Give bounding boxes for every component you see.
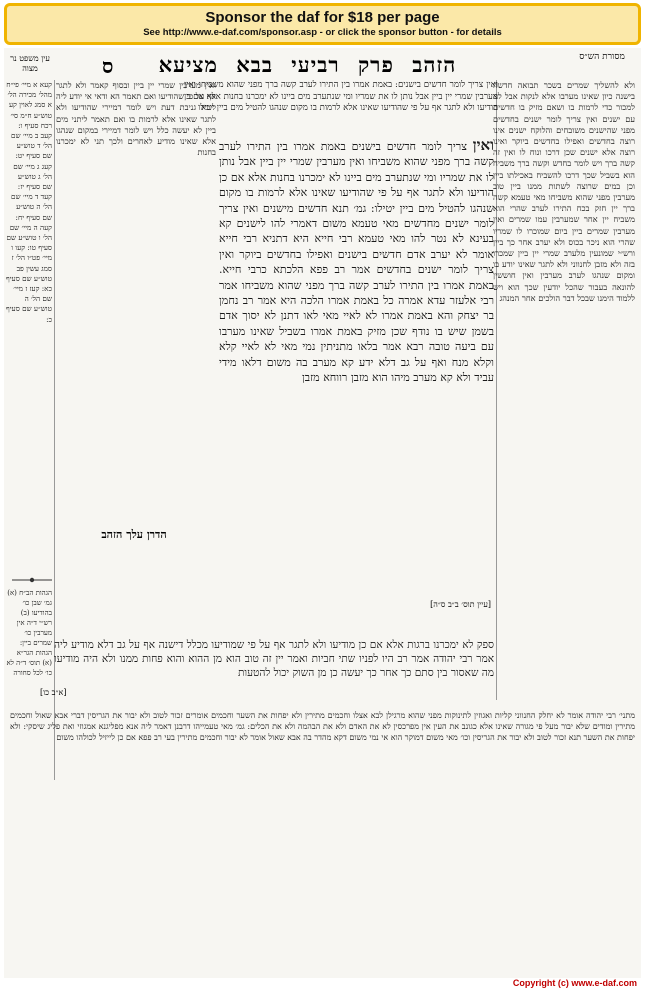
- ein-mishpat-text: קעא א מיי׳ פי״ח מהל׳ מכירה הל׳ א סמג לאוין קע טוש״ע ח״מ סי׳ רכח סעיף ו: קעב ב מיי׳ שם הל׳ ד טוש״ע שם סעיף יט: קעג ג מיי׳ שם הל׳ ג טוש״ע שם סעיף יז: קעד ד מיי׳ שם הל׳ ה טוש״ע שם סעיף יח: קעה ה מיי׳ שם הל׳ ו טוש״ע שם סעיף טו: קעו ו מיי׳ פט״ו הל׳ ז סמג עשין פב טוש״ע שם סעיף כא: קעז ז מיי׳ שם הל׳ ה טוש״ע שם סעיף כ:: [6, 80, 52, 324]
- ein-mishpat-column: [6, 80, 52, 580]
- hadran-heading: הדרן עלך הזהב: [101, 528, 167, 541]
- gemara-top-text: ואין צריך לומר חדשים בישנים: באמת אמרו בין התירו לערב קשה ברך מפני שהוא משביחו ואין מערבין שמרי יין ביין אבל נותן לו את שמריו ומי שנתערב מים ביינו לא ימכרנו בחנות אלא אם כן הודיעו ולא לתגר אף על פי שהודיעו שאינו אלא לרמות בו מקום שנהגו להטיל מים ביין יטילו: [184, 80, 498, 113]
- talmud-page: [4, 48, 641, 978]
- sponsor-subtitle[interactable]: See http://www.e-daf.com/sponsor.asp - or click the sponsor button - for details: [143, 27, 502, 38]
- sponsor-title[interactable]: Sponsor the daf for $18 per page: [205, 9, 440, 26]
- rashi-commentary: [493, 80, 635, 668]
- page-header: [4, 52, 641, 80]
- page-letter: ס: [102, 54, 114, 78]
- bottom-commentary: [10, 710, 635, 974]
- bottom-text: מתני׳ רבי יהודה אומר לא יחלק החנווני קליות ואגוזין לתינוקות מפני שהוא מרגילן לבא אצלו וחכמים מתירין ולא יפחות את השער וחכמים אומרים זכור לטוב ולא יבור את הגריסין דברי אבא שאול וחכמים מתירין ומודים שלא יבור מעל פי מגורה שאינו אלא כגונב את העין אין מפרכסין לא את האדם ולא את הבהמה ולא את הכלים: גמ׳ מאי טעמייהו דרבנן דאמר ליה אנא מפליגנא אמגוזי ואת פליג שיסקי: ולא יפחות את השער תנא זכור לטוב ולא יבור את הגריסין וכו׳ מאי משום דמוקר הוא אי נמי משום דקא מהדר בה אבא שאול אומר לא יבור וחכמים מתירין בעי רב פפא אם כן לייזיל לכולהו משום: [10, 711, 635, 742]
- margin-note: [עיין תוס׳ ב״ב ס״ה]: [430, 600, 491, 609]
- margin-note-left: [א״ב כו]: [40, 688, 67, 697]
- gemara-continuation: [54, 638, 494, 708]
- rashi-text: ולא להשליך שמרים בשכר תבואה חדשה בישנה כיון שאינו מערבו אלא לנקות אבל לא למכור כדי לרמות בו ושאם מזיק בו חדשים עם ישנים ואין צריך לומר ישנים בחדשים מפני שהישנים משובחים והלוקח ישנים אינו רוצה בחדשים ואפילו בחדשים ביוקר ואינו רוצה אלא ישנים שכן דרכו ונוח לו ואין זה קשה ברך ויש לומר בחדש וקשה ברך משביח הוא בשביל שכך דרכו להשביח באכילתו ביין וכן במים שרוצה לשתות ממנו ביין טוב מערבין מפני שהוא משביחו מאי טעמא קשה ברך יין חזק בכח התירו לערב שהרי הוא משביח יין אחר שמערבין עמו שמרים ואין מערבין שמרים ביין ביום שמוכרו לו שמריו שהרי הוא ניכר בכוס ולא יערב אחר כך ביין ורש״י שמונעין מלערב שמרי יין ביין שמכרו בזה ולא מזבן לחנווני ולא לתגר שאינו יודע בו ומקום שנהגו לערב מערבין ואין חוששין להונאה בעבור שהכל יודעין שכך הוא ויש ללמוד הימנו שבכל דבר הולכים אחר המנהג: [493, 80, 635, 303]
- opening-word: ואין: [472, 138, 494, 154]
- page-title: הזהב פרק רביעי בבא מציעא: [158, 52, 457, 77]
- sponsor-banner[interactable]: [4, 3, 641, 45]
- gemara-body: צריך לומר חדשים בישנים באמת אמרו בין התירו לערב קשה ברך מפני שהוא משביחו ואין מערבין שמרי יין ביין אבל נותן לו את שמריו ומי שנתערב מים ביינו לא ימכרנו בחנות אלא אם כן הודיעו ולא לתגר אף על פי שהודיעו שאינו אלא לרמות בו מקום שנהגו להטיל מים ביין יטילו: גמ׳ תנא חדשים מישנים ואין צריך לומר ישנים מחדשים מאי טעמא משום דאמרי להו לישנים קא בעינא לא נטר להו מאי טעמא רבי חייא היא דתניא רבי חייא אומר לא יערב אדם חדשים בישנים ואפילו בחדשים ביוקר ואין צריך לומר ישנים בחדשים אמר רב פפא הלכתא כרבי חייא. באמת אמרו בין התירו לערב קשה ברך מפני שהוא משביחו אמר רבי אלעזר עדא אמרה כל באמת אמרו הלכה היא אמר רב נחמן בר יצחק והא באמת אמרו לא לאיי מאי לאו דתנן לא יסוך אדם בשמן שיש בו נודף שכן מזיק באמת אמרו בשביל שאינו מערבו עם ביעה טובה רבא אמר בלאו מתניתין נמי מאי לא לאיי קלא וקלא מנח ואף על גב דלא ידע קא מערב בה משום דלאו מידי עביד ולא קא מערב מיהו הוא מזבן רווחא מזבן: [219, 140, 494, 385]
- tosafot-text: ואין מערבין שמרי יין ביין ובסוף קאמר ולא לתגר אף על פי שהודיעו ואם תאמר הא ודאי אי יודע ליה ליכא גניבת דעת ויש לומר דמיירי שהודיעו ולא לתגר שאינו אלא לרמות בו ואם תאמר ליתני מים ביין לא יעשה כלל ויש לומר דמיירי במקום שנהגו אלא שאינו מודיע לאחרים ולכך תני לא ימכרנו בחנות: [56, 80, 216, 158]
- gemara-top: [184, 80, 498, 138]
- haghot-text: הגהות הב״ח (א) גמ׳ שבן כו׳ בהודיעו (ב) רש״י ד״ה אין מערבין כו׳ שמרים ביין: הגהות הגר״א (א) תוס׳ ד״ה לא כו׳ לכל סחורה: [6, 589, 52, 677]
- ein-mishpat-label: עין משפט נר מצוה: [10, 54, 50, 73]
- tosafot-commentary: [56, 80, 216, 314]
- gemara-continuation-text: ספק לא ימכרנו ברגות אלא אם כן מודיעו ולא לתגר אף על פי שמודיעו מכלל דישנה אף על גב דלא מודיע ליה אמר רבי יהודה אמר רב היו לפניו שתי חביות ואמר יין זה טוב הוא מן ההוא והוא פחות ממנו ולא היה מודיעו מה שאסור בין סתם כך אחר כך יעשה כן מן השוק יכול להטעות: [54, 639, 494, 679]
- masoret-label: מסורת הש״ס: [579, 52, 625, 62]
- ornament-divider: [10, 576, 54, 584]
- copyright-link[interactable]: Copyright (c) www.e-daf.com: [512, 978, 637, 988]
- gemara-main: [219, 138, 494, 633]
